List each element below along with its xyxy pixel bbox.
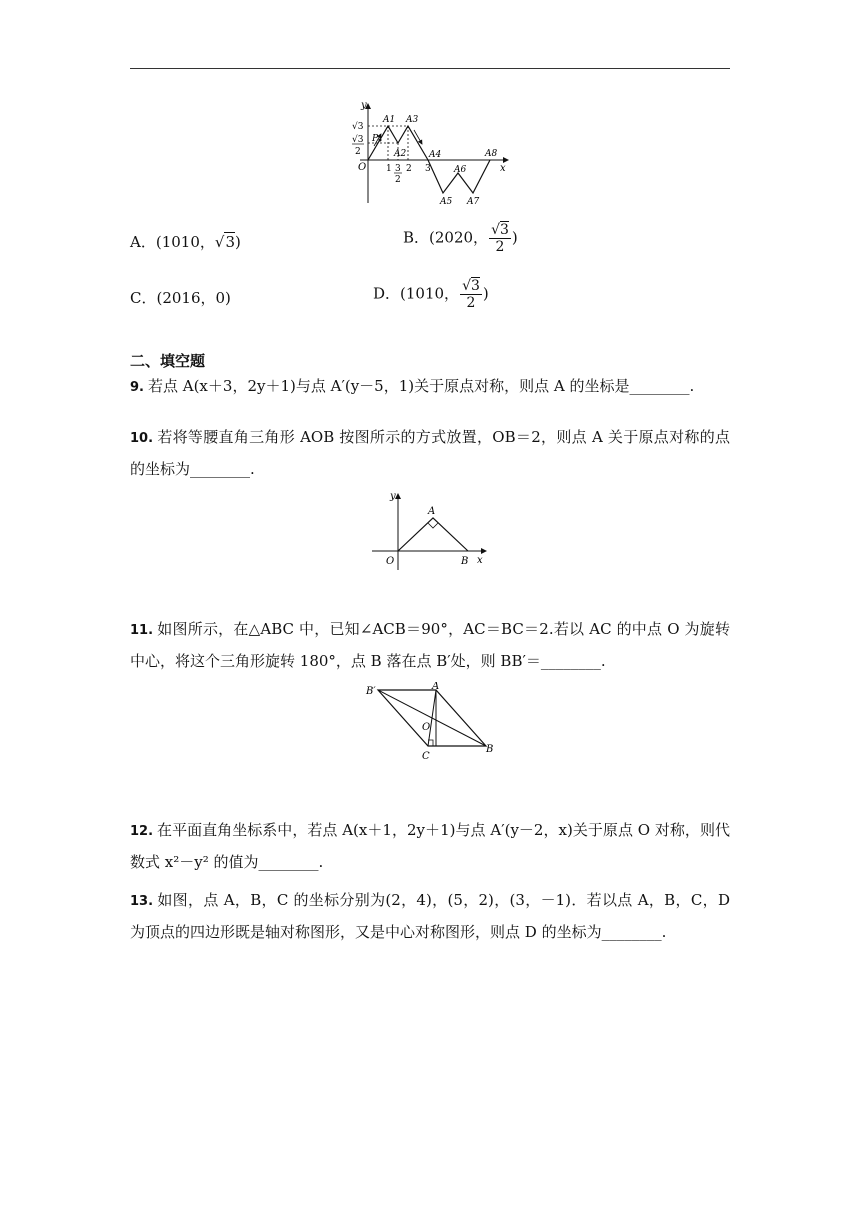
point-b-label: B [486, 744, 494, 755]
parallelogram-figure [362, 682, 502, 764]
a4-label: A4 [429, 150, 442, 160]
tick-2: 2 [406, 164, 412, 174]
option-a-pre: (1010， [155, 233, 215, 251]
triangle-sides [398, 518, 468, 551]
option-b-fraction: $\frac{√3}{2}$ [491, 222, 509, 255]
a6-label: A6 [454, 165, 467, 175]
option-b-den: 2 [495, 239, 505, 255]
question-13-number: 13. [130, 894, 154, 909]
point-o-label: O [422, 722, 431, 733]
question-12-number: 12. [130, 824, 154, 839]
point-c-label: C [422, 751, 430, 762]
question-12-text: 在平面直角坐标系中，若点 A(x＋1，2y＋1)与点 A′(y－2，x)关于原点 O 对称，则代数式 x²－y² 的值为________. [130, 821, 730, 871]
option-b[interactable] [403, 222, 518, 255]
frac-den-label: 2 [355, 147, 361, 157]
option-b-num: 3 [499, 222, 509, 238]
option-d-letter: D． [373, 284, 401, 303]
a1-label: A1 [383, 115, 396, 125]
point-b-prime-label: B′ [366, 686, 376, 697]
option-a[interactable] [130, 232, 241, 252]
option-d-den: 2 [466, 295, 476, 311]
question-10-text: 若将等腰直角三角形 AOB 按图所示的方式放置，OB＝2，则点 A 关于原点对称的点的坐标为________. [130, 428, 730, 478]
y-label: y [361, 100, 367, 111]
a2-label: A2 [394, 149, 407, 159]
question-11 [130, 614, 730, 676]
x-label: x [500, 163, 506, 174]
question-13-text: 如图，点 A，B，C 的坐标分别为(2，4)，(5，2)，(3，－1)．若以点 A，B，C，D 为顶点的四边形既是轴对称图形，又是中心对称图形，则点 D 的坐标为________. [130, 891, 730, 941]
sqrt3-frac-num: √3 [352, 135, 364, 145]
question-12 [130, 815, 730, 877]
question-11-text: 如图所示，在△ABC 中，已知∠ACB＝90°，AC＝BC＝2.若以 AC 的中点 O 为旋转中心，将这个三角形旋转 180°，点 B 落在点 B′处，则 BB′＝________. [130, 620, 730, 670]
origin-label: O [386, 556, 395, 567]
point-a-label: A [428, 506, 436, 517]
a5-label: A5 [440, 197, 453, 207]
option-d-pre: (1010， [400, 284, 460, 303]
right-angle-mark [428, 523, 438, 528]
triangle-aob-figure [370, 490, 492, 572]
question-11-number: 11. [130, 623, 154, 638]
question-9-number: 9. [130, 380, 144, 395]
origin-label: O [358, 162, 367, 173]
option-c[interactable] [130, 288, 231, 308]
point-a-label: A [432, 682, 440, 692]
a3-label: A3 [406, 115, 419, 125]
option-b-letter: B． [403, 228, 430, 247]
zigzag-coordinate-figure [350, 98, 515, 208]
question-10-number: 10. [130, 431, 154, 446]
a7-label: A7 [467, 197, 480, 207]
option-d-num: 3 [470, 278, 480, 294]
tick-1: 1 [386, 164, 392, 174]
segment-bb-prime [378, 690, 486, 746]
x-label: x [477, 555, 483, 566]
option-d-post: ) [482, 284, 489, 303]
tick-2-den: 2 [395, 175, 401, 185]
question-9-text: 若点 A(x＋3，2y＋1)与点 A′(y－5，1)关于原点对称，则点 A 的坐标是________. [147, 377, 695, 395]
question-13 [130, 885, 730, 947]
p-label: P [372, 134, 379, 144]
a8-label: A8 [485, 149, 498, 159]
question-10 [130, 422, 730, 484]
option-a-letter: A． [130, 233, 156, 251]
header-rule [130, 68, 730, 69]
option-d-fraction: $\frac{√3}{2}$ [462, 278, 480, 311]
option-a-post: ) [234, 233, 241, 251]
section-title: 二、填空题 [130, 352, 206, 370]
sqrt-icon: √3 [214, 233, 235, 251]
point-b-label: B [461, 556, 469, 567]
option-a-radicand: 3 [225, 233, 235, 251]
tick-3: 3 [425, 164, 431, 174]
option-b-post: ) [511, 228, 518, 247]
question-9 [130, 371, 730, 403]
option-b-pre: (2020， [429, 228, 489, 247]
tick-3-num: 3 [395, 164, 401, 174]
y-label: y [390, 491, 396, 502]
option-c-text: C．(2016，0) [130, 289, 231, 307]
option-d[interactable] [373, 278, 489, 311]
sqrt3-label: √3 [352, 122, 364, 132]
